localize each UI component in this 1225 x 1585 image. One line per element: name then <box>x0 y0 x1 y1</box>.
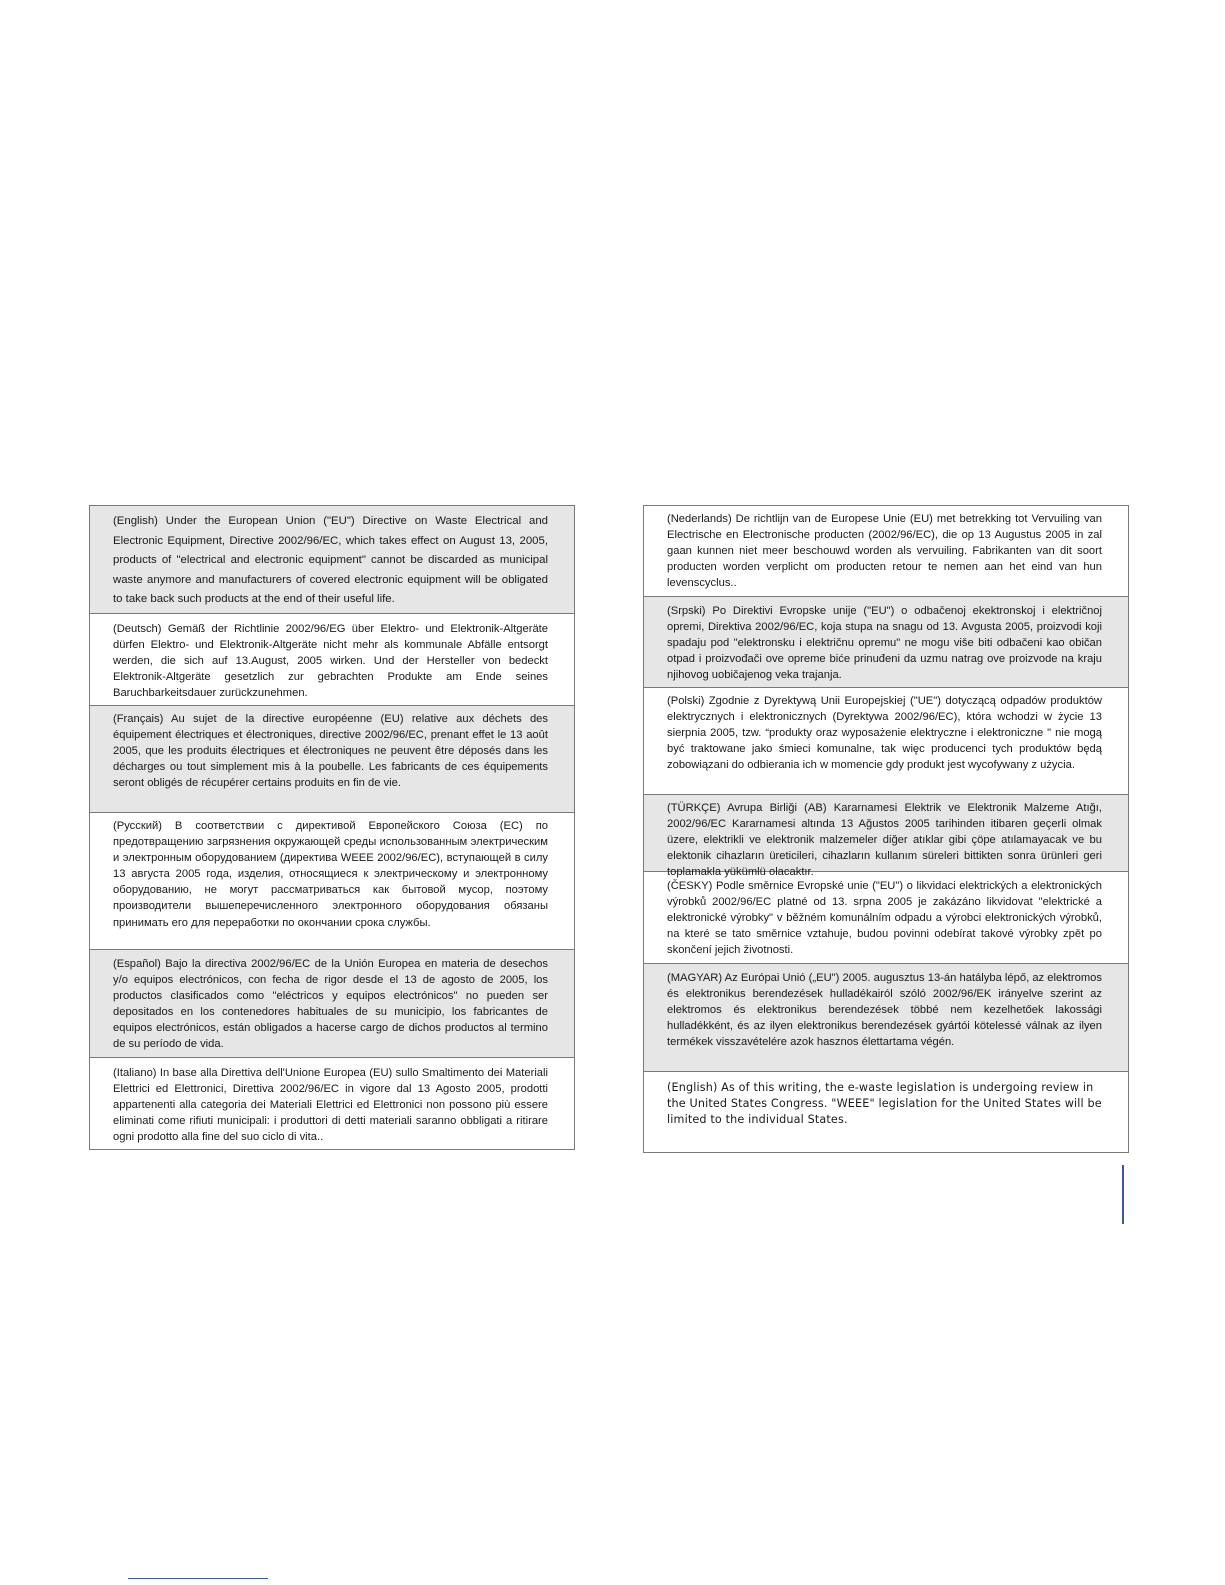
notice-srpski: (Srpski) Po Direktivi Evropske unije ("EU") o odbačenoj ekektronskoj i električnoj opremi, Direktiva 2002/96/EC, koja stupa na snagu od 13. Avgusta 2005, proizvodi koji spadaju pod "elektronsku i električnu opremu" ne mogu više biti odbačeni kao običan otpad i proizvođači ove opreme biće prinuđeni da uzmu natrag ove proizvode na kraju njihovog uobičajenog veka trajanja. <box>644 597 1128 688</box>
notice-english-us: (English) As of this writing, the e-waste legislation is undergoing review in the United States Congress. "WEEE" legislation for the United States will be limited to the individual States. <box>667 1081 1102 1126</box>
notice-nederlands: (Nederlands) De richtlijn van de Europese Unie (EU) met betrekking tot Vervuiling van Electrische en Electronische producten (2002/96/EC), die op 13 Augustus 2005 in zal gaan kunnen niet meer beschouwd worden als vervuiling. Fabrikanten van dit soort producten worden verplicht om producten retour te nemen aan het eind van hun levenscyclus.. <box>644 506 1128 597</box>
notice-english: (English) Under the European Union ("EU") Directive on Waste Electrical and Electronic Equipment, Directive 2002/96/EC, which takes effect on August 13, 2005, products of "electrical and electronic equipment" cannot be discarded as municipal waste anymore and manufacturers of covered electronic equipment will be obligated to take back such products at the end of their useful life. <box>90 506 574 614</box>
page-accent-bar <box>1122 1165 1124 1224</box>
notice-espanol: (Español) Bajo la directiva 2002/96/EC de la Unión Europea en materia de desechos y/o equipos electrónicos, con fecha de rigor desde el 13 de agosto de 2005, los productos clasificados como "eléctricos y equipos electrónicos" no pueden ser depositados en los contenedores habituales de su municipio, los fabricantes de equipos electrónicos, están obligados a hacerse cargo de dichos productos al termino de su período de vida. <box>90 950 574 1058</box>
notice-turkce: (TÜRKÇE) Avrupa Birliği (AB) Kararnamesi Elektrik ve Elektronik Malzeme Atığı, 2002/96/EC Kararnamesi altında 13 Ağustos 2005 tarihinden itibaren geçerli olmak üzere, elektrikli ve elektronik malzemeler diğer atıklar gibi çöpe atılamayacak ve bu elektonik cihazların üreticileri, cihazların kullanım süreleri bittikten sonra ürünleri geri toplamakla yükümlü olacaktır. <box>644 795 1128 872</box>
notice-cesky: (ČESKY) Podle směrnice Evropské unie ("EU") o likvidaci elektrických a elektronických výrobků 2002/96/EC platné od 13. srpna 2005 je zakázáno likvidovat "elektrické a elektronické výrobky" v běžném komunálním odpadu a výrobci elektronických výrobků, na které se tato směrnice vztahuje, budou povinni odebírat takové výrobky zpět po skončení jejich životnosti. <box>644 872 1128 964</box>
weee-notice-right-column <box>643 505 1129 1153</box>
weee-notice-left-column <box>89 505 575 1150</box>
notice-deutsch: (Deutsch) Gemäß der Richtlinie 2002/96/EG über Elektro- und Elektronik-Altgeräte dürfen Elektro- und Elektronik-Altgeräte nicht mehr als kommunale Abfälle entsorgt werden, die sich auf 13.August, 2005 wirken. Und der Hersteller von bedeckt Elektronik-Altgeräte gesetzlich zur gebrachten Produkte am Ende seines Baruchbarkeitsdauer zurückzunehmen. <box>90 614 574 706</box>
footer-rule <box>128 1578 268 1579</box>
notice-magyar: (MAGYAR) Az Európai Unió („EU") 2005. augusztus 13-án hatályba lépő, az elektromos és elektronikus berendezések hulladékairól szóló 2002/96/EK irányelve szerint az elektromos és elektronikus berendezések többé nem kezelhetőek lakossági hulladékként, és az ilyen elektronikus berendezések gyártói kötelessé válnak az ilyen termékek visszavételére azok hasznos élettartama végén. <box>644 964 1128 1072</box>
notice-russian: (Русский) В соответствии с директивой Европейского Союза (ЕС) по предотвращению загрязнения окружающей среды использованным электрическим и электронным оборудованием (директива WEEE 2002/96/EC), вступающей в силу 13 августа 2005 года, изделия, относящиеся к электрическому и электронному оборудованию, не могут рассматриваться как бытовой мусор, поэтому производители вышеперечисленного электронного оборудования обязаны принимать его для переработки по окончании срока службы. <box>90 813 574 950</box>
notice-italiano: (Italiano) In base alla Direttiva dell'Unione Europea (EU) sullo Smaltimento dei Materiali Elettrici ed Elettronici, Direttiva 2002/96/EC in vigore dal 13 Agosto 2005, prodotti appartenenti alla categoria dei Materiali Elettrici ed Elettronici non possono più essere eliminati come rifiuti municipali: i produttori di detti materiali saranno obbligati a ritirare ogni prodotto alla fine del suo ciclo di vita.. <box>113 1067 548 1144</box>
notice-francais: (Français) Au sujet de la directive européenne (EU) relative aux déchets des équipement électriques et électroniques, directive 2002/96/EC, prenant effet le 13 août 2005, que les produits électriques et électroniques ne peuvent être déposés dans les décharges ou tout simplement mis à la poubelle. Les fabricants de ces équipements seront obligés de récupérer certains produits en fin de vie. <box>90 706 574 813</box>
notice-polski: (Polski) Zgodnie z Dyrektywą Unii Europejskiej ("UE") dotyczącą odpadów produktów elektrycznych i elektronicznych (Dyrektywa 2002/96/EC), która wchodzi w życie 13 sierpnia 2005, tzw. “produkty oraz wyposażenie elektryczne i elektroniczne " nie mogą być traktowane jako śmieci komunalne, tak więc producenci tych produktów będą zobowiązani do odbierania ich w momencie gdy produkt jest wycofywany z użycia. <box>644 688 1128 795</box>
